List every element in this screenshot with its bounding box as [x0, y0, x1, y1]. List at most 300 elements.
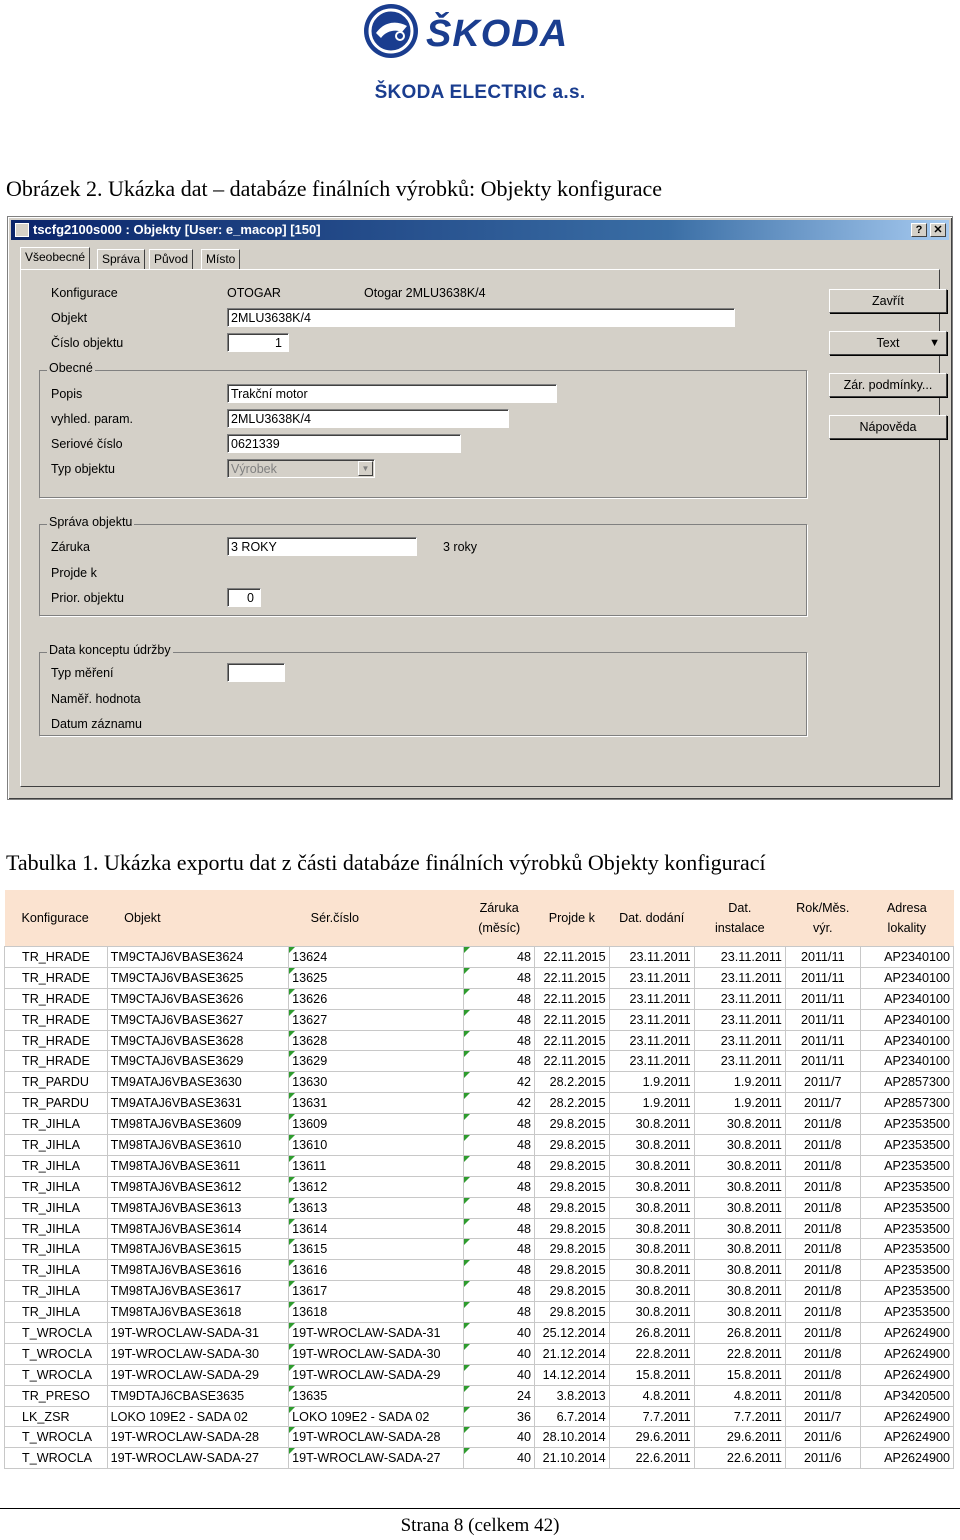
window-title: tscfg2100s000 : Objekty [User: e_macop] [150] — [33, 222, 321, 237]
label-vyhled-param: vyhled. param. — [51, 412, 133, 426]
tab-panel — [20, 269, 940, 787]
table-cell: 13611 — [289, 1155, 464, 1176]
table-cell: T_WROCLA — [5, 1364, 108, 1385]
table-cell: TM9CTAJ6VBASE3629 — [107, 1051, 289, 1072]
table-cell: 23.11.2011 — [694, 947, 785, 968]
export-table — [4, 890, 954, 1469]
table-cell: 13635 — [289, 1385, 464, 1406]
seriove-cislo-field[interactable]: 0621339 — [227, 434, 461, 453]
table-cell: TM98TAJ6VBASE3615 — [107, 1239, 289, 1260]
table-cell: AP2353500 — [860, 1260, 953, 1281]
table-cell: 36 — [464, 1406, 535, 1427]
group-sprava-objektu — [39, 524, 807, 616]
table-cell: 23.11.2011 — [694, 1009, 785, 1030]
table-cell: TR_HRADE — [5, 947, 108, 968]
table-cell: 30.8.2011 — [609, 1302, 694, 1323]
table-cell: 26.8.2011 — [694, 1323, 785, 1344]
table-cell: 2011/8 — [785, 1218, 860, 1239]
table-cell: 1.9.2011 — [609, 1093, 694, 1114]
table-cell: 40 — [464, 1364, 535, 1385]
zaruka-field[interactable]: 3 ROKY — [227, 537, 417, 556]
close-button[interactable]: ✕ — [930, 223, 946, 237]
table-cell: 13615 — [289, 1239, 464, 1260]
table-cell: 30.8.2011 — [694, 1218, 785, 1239]
table-cell: TM98TAJ6VBASE3613 — [107, 1197, 289, 1218]
table-cell: 30.8.2011 — [694, 1239, 785, 1260]
label-konfigurace: Konfigurace — [51, 286, 118, 300]
table-cell: 30.8.2011 — [609, 1260, 694, 1281]
col-header-text: Projde k — [548, 911, 595, 925]
table-cell: 13609 — [289, 1114, 464, 1135]
table-cell: AP2340100 — [860, 947, 953, 968]
table-cell: AP2624900 — [860, 1427, 953, 1448]
table-cell: 13614 — [289, 1218, 464, 1239]
table-cell: 13624 — [289, 947, 464, 968]
table-cell: TR_HRADE — [5, 1030, 108, 1051]
table-cell: 19T-WROCLAW-SADA-30 — [107, 1343, 289, 1364]
company-name: ŠKODA ELECTRIC a.s. — [374, 82, 586, 103]
table-cell: 2011/8 — [785, 1239, 860, 1260]
table-cell: TR_HRADE — [5, 1009, 108, 1030]
col-header-text: instalace — [714, 921, 765, 935]
table-cell: TM98TAJ6VBASE3612 — [107, 1176, 289, 1197]
table-row — [5, 1385, 954, 1406]
table-cell: 24 — [464, 1385, 535, 1406]
table-cell: 19T-WROCLAW-SADA-27 — [107, 1448, 289, 1469]
table-cell: 29.6.2011 — [694, 1427, 785, 1448]
table-cell: TM98TAJ6VBASE3617 — [107, 1281, 289, 1302]
table-cell: 30.8.2011 — [609, 1218, 694, 1239]
table-cell: TM9CTAJ6VBASE3628 — [107, 1030, 289, 1051]
group-sprava-title: Správa objektu — [49, 515, 133, 529]
label-cislo-objektu: Číslo objektu — [51, 336, 124, 350]
table-cell: TM9ATAJ6VBASE3631 — [107, 1093, 289, 1114]
table-row — [5, 1135, 954, 1156]
col-header-text: lokality — [887, 921, 927, 935]
table-cell: AP2340100 — [860, 967, 953, 988]
typ-objektu-select[interactable] — [227, 459, 375, 478]
prior-objektu-field[interactable]: 0 — [227, 588, 261, 607]
table-cell: 22.6.2011 — [609, 1448, 694, 1469]
col-header-text: výr. — [812, 921, 833, 935]
tab-puvod[interactable]: Původ — [149, 249, 193, 269]
table-cell: AP2624900 — [860, 1448, 953, 1469]
label-prior-objektu: Prior. objektu — [51, 591, 124, 605]
table-cell: TR_JIHLA — [5, 1176, 108, 1197]
napoveda-label: Nápověda — [859, 420, 917, 434]
table-cell: 25.12.2014 — [534, 1323, 609, 1344]
table-cell: 13610 — [289, 1135, 464, 1156]
table-cell: 29.8.2015 — [534, 1197, 609, 1218]
table-cell: 22.11.2015 — [534, 967, 609, 988]
table-cell: 30.8.2011 — [609, 1114, 694, 1135]
table-cell: 2011/8 — [785, 1343, 860, 1364]
table-cell: 28.10.2014 — [534, 1427, 609, 1448]
table-row — [5, 1051, 954, 1072]
table-cell: 48 — [464, 1197, 535, 1218]
table-cell: 7.7.2011 — [694, 1406, 785, 1427]
table-cell: AP2857300 — [860, 1093, 953, 1114]
figure-caption: Obrázek 2. Ukázka dat – databáze finálních výrobků: Objekty konfigurace — [6, 176, 663, 201]
table-cell: 19T-WROCLAW-SADA-29 — [107, 1364, 289, 1385]
table-row — [5, 1260, 954, 1281]
table-cell: 30.8.2011 — [609, 1135, 694, 1156]
table-cell: LK_ZSR — [5, 1406, 108, 1427]
table-cell: 13628 — [289, 1030, 464, 1051]
col-header-text: Dat. — [728, 901, 752, 915]
table-cell: 2011/8 — [785, 1323, 860, 1344]
table-cell: 40 — [464, 1323, 535, 1344]
table-cell: 48 — [464, 947, 535, 968]
table-cell: AP2353500 — [860, 1135, 953, 1156]
typ-objektu-value: Výrobek — [231, 462, 277, 476]
table-cell: 29.8.2015 — [534, 1218, 609, 1239]
table-cell: 48 — [464, 1030, 535, 1051]
table-cell: LOKO 109E2 - SADA 02 — [289, 1406, 464, 1427]
table-cell: 2011/8 — [785, 1114, 860, 1135]
table-cell: 48 — [464, 1114, 535, 1135]
table-cell: 2011/7 — [785, 1406, 860, 1427]
table-cell: TR_JIHLA — [5, 1155, 108, 1176]
table-cell: 23.11.2011 — [609, 1009, 694, 1030]
table-cell: 19T-WROCLAW-SADA-30 — [289, 1343, 464, 1364]
table-cell: TR_JIHLA — [5, 1114, 108, 1135]
table-cell: 19T-WROCLAW-SADA-28 — [107, 1427, 289, 1448]
col-header — [694, 890, 785, 947]
table-cell: AP2340100 — [860, 988, 953, 1009]
zavrit-label: Zavřít — [872, 294, 904, 308]
table-cell: AP2624900 — [860, 1343, 953, 1364]
table-row — [5, 1072, 954, 1093]
table-cell: 13625 — [289, 967, 464, 988]
table-cell: 22.11.2015 — [534, 1051, 609, 1072]
table-cell: 48 — [464, 1009, 535, 1030]
label-projde-k: Projde k — [51, 566, 97, 580]
tab-vseobecne[interactable]: Všeobecné — [20, 247, 90, 270]
table-cell: AP2353500 — [860, 1114, 953, 1135]
table-cell: 29.8.2015 — [534, 1176, 609, 1197]
table-cell: 22.11.2015 — [534, 1030, 609, 1051]
table-cell: 30.8.2011 — [609, 1281, 694, 1302]
table-cell: 2011/11 — [785, 967, 860, 988]
table-cell: 23.11.2011 — [609, 1030, 694, 1051]
table-cell: TR_JIHLA — [5, 1302, 108, 1323]
table-cell: 23.11.2011 — [694, 1030, 785, 1051]
table-row — [5, 1406, 954, 1427]
value-konfigurace-desc: Otogar 2MLU3638K/4 — [364, 286, 486, 300]
table-cell: 22.11.2015 — [534, 988, 609, 1009]
table-cell: 30.8.2011 — [694, 1135, 785, 1156]
table-cell: 42 — [464, 1093, 535, 1114]
table-cell: 14.12.2014 — [534, 1364, 609, 1385]
table-cell: 48 — [464, 1135, 535, 1156]
table-cell: 48 — [464, 1239, 535, 1260]
table-cell: 19T-WROCLAW-SADA-31 — [289, 1323, 464, 1344]
col-header — [860, 890, 953, 947]
table-cell: 21.12.2014 — [534, 1343, 609, 1364]
table-row — [5, 1427, 954, 1448]
col-header-text: Rok/Měs. — [796, 901, 850, 915]
table-cell: 30.8.2011 — [609, 1239, 694, 1260]
zavrit-button[interactable] — [829, 289, 947, 313]
table-cell: 2011/8 — [785, 1260, 860, 1281]
table-cell: 23.11.2011 — [694, 988, 785, 1009]
table-cell: 23.11.2011 — [694, 1051, 785, 1072]
table-cell: TM98TAJ6VBASE3611 — [107, 1155, 289, 1176]
table-cell: T_WROCLA — [5, 1343, 108, 1364]
objekt-field[interactable]: 2MLU3638K/4 — [227, 308, 735, 327]
table-cell: 28.2.2015 — [534, 1093, 609, 1114]
table-cell: 42 — [464, 1072, 535, 1093]
col-header — [534, 890, 609, 947]
table-cell: TM9CTAJ6VBASE3625 — [107, 967, 289, 988]
table-cell: TR_HRADE — [5, 1051, 108, 1072]
table-cell: 2011/11 — [785, 1030, 860, 1051]
table-cell: 13627 — [289, 1009, 464, 1030]
col-header — [785, 890, 860, 947]
logo-wordmark: ŠKODA — [426, 13, 569, 55]
table-cell: TM9ATAJ6VBASE3630 — [107, 1072, 289, 1093]
col-header-text: Záruka — [479, 901, 519, 915]
table-row — [5, 1218, 954, 1239]
table-row — [5, 1302, 954, 1323]
table-cell: AP2353500 — [860, 1155, 953, 1176]
label-objekt: Objekt — [51, 311, 88, 325]
col-header-text: Adresa — [886, 901, 927, 915]
table-cell: AP2624900 — [860, 1406, 953, 1427]
table-row — [5, 1343, 954, 1364]
footer-rule — [0, 1508, 960, 1509]
table-cell: 22.11.2015 — [534, 947, 609, 968]
table-cell: 1.9.2011 — [694, 1093, 785, 1114]
table-cell: 40 — [464, 1427, 535, 1448]
table-cell: 30.8.2011 — [694, 1155, 785, 1176]
table-cell: T_WROCLA — [5, 1323, 108, 1344]
table-cell: TR_JIHLA — [5, 1135, 108, 1156]
table-cell: TM9CTAJ6VBASE3627 — [107, 1009, 289, 1030]
table-cell: 13626 — [289, 988, 464, 1009]
table-cell: 2011/8 — [785, 1364, 860, 1385]
table-caption: Tabulka 1. Ukázka exportu dat z části databáze finálních výrobků Objekty konfigurací — [6, 850, 766, 875]
table-cell: 30.8.2011 — [609, 1176, 694, 1197]
table-cell: AP2340100 — [860, 1009, 953, 1030]
table-cell: 48 — [464, 1176, 535, 1197]
table-row — [5, 1176, 954, 1197]
table-cell: 29.8.2015 — [534, 1135, 609, 1156]
table-cell: 48 — [464, 967, 535, 988]
table-cell: 13617 — [289, 1281, 464, 1302]
table-cell: 1.9.2011 — [609, 1072, 694, 1093]
table-row — [5, 1364, 954, 1385]
table-cell: 21.10.2014 — [534, 1448, 609, 1469]
table-cell: AP2624900 — [860, 1364, 953, 1385]
tab-misto[interactable]: Místo — [201, 249, 240, 269]
table-cell: 23.11.2011 — [609, 988, 694, 1009]
table-cell: 13630 — [289, 1072, 464, 1093]
dropdown-arrow-icon: ▼ — [929, 337, 940, 349]
table-cell: 29.8.2015 — [534, 1114, 609, 1135]
vyhled-param-field[interactable]: 2MLU3638K/4 — [227, 409, 509, 428]
table-cell: 30.8.2011 — [694, 1260, 785, 1281]
table-cell: 2011/7 — [785, 1072, 860, 1093]
table-row — [5, 1030, 954, 1051]
table-row — [5, 947, 954, 968]
label-datum-zaznamu: Datum záznamu — [51, 717, 143, 731]
table-cell: AP2340100 — [860, 1051, 953, 1072]
table-cell: 29.8.2015 — [534, 1239, 609, 1260]
table-cell: TR_HRADE — [5, 967, 108, 988]
table-row — [5, 967, 954, 988]
table-cell: 19T-WROCLAW-SADA-27 — [289, 1448, 464, 1469]
table-cell: TM9CTAJ6VBASE3626 — [107, 988, 289, 1009]
skoda-logo — [362, 2, 569, 60]
label-zaruka: Záruka — [51, 540, 90, 554]
table-cell: LOKO 109E2 - SADA 02 — [107, 1406, 289, 1427]
tab-sprava[interactable]: Správa — [97, 249, 145, 269]
window-icon — [15, 223, 29, 237]
napoveda-button[interactable] — [829, 415, 947, 439]
table-cell: 30.8.2011 — [694, 1114, 785, 1135]
table-cell: 22.8.2011 — [694, 1343, 785, 1364]
table-cell: 48 — [464, 1218, 535, 1239]
value-konfigurace: OTOGAR — [227, 286, 281, 300]
table-cell: 40 — [464, 1448, 535, 1469]
table-body — [5, 947, 954, 1469]
table-cell: AP2353500 — [860, 1302, 953, 1323]
table-cell: TM98TAJ6VBASE3609 — [107, 1114, 289, 1135]
popis-field[interactable]: Trakční motor — [227, 384, 557, 403]
table-cell: 23.11.2011 — [609, 1051, 694, 1072]
table-cell: AP2340100 — [860, 1030, 953, 1051]
zar-podminky-label: Zár. podmínky... — [843, 378, 933, 392]
table-cell: AP2353500 — [860, 1281, 953, 1302]
typ-mereni-field[interactable] — [227, 663, 285, 682]
table-cell: 13631 — [289, 1093, 464, 1114]
table-cell: TR_PRESO — [5, 1385, 108, 1406]
table-cell: 13618 — [289, 1302, 464, 1323]
table-cell: 13612 — [289, 1176, 464, 1197]
table-cell: TM98TAJ6VBASE3616 — [107, 1260, 289, 1281]
table-cell: 4.8.2011 — [694, 1385, 785, 1406]
window-titlebar — [11, 220, 949, 240]
text-label: Text — [876, 336, 900, 350]
table-row — [5, 1093, 954, 1114]
help-button[interactable]: ? — [911, 223, 927, 237]
table-cell: AP2353500 — [860, 1218, 953, 1239]
table-cell: AP2353500 — [860, 1239, 953, 1260]
label-popis: Popis — [51, 387, 83, 401]
table-cell: 13613 — [289, 1197, 464, 1218]
table-cell: 30.8.2011 — [694, 1197, 785, 1218]
table-cell: TM9DTAJ6CBASE3635 — [107, 1385, 289, 1406]
page-footer: Strana 8 (celkem 42) — [400, 1515, 560, 1536]
table-cell: 48 — [464, 988, 535, 1009]
table-row — [5, 1197, 954, 1218]
table-row — [5, 1155, 954, 1176]
table-cell: 2011/8 — [785, 1197, 860, 1218]
text-button[interactable] — [829, 331, 947, 355]
table-cell: 6.7.2014 — [534, 1406, 609, 1427]
table-cell: 48 — [464, 1260, 535, 1281]
chevron-down-icon[interactable]: ▼ — [358, 461, 373, 476]
col-header — [289, 890, 464, 947]
table-cell: TM9CTAJ6VBASE3624 — [107, 947, 289, 968]
table-cell: TM98TAJ6VBASE3614 — [107, 1218, 289, 1239]
zar-podminky-button[interactable] — [829, 373, 947, 397]
cislo-objektu-field[interactable]: 1 — [227, 333, 289, 352]
table-row — [5, 1323, 954, 1344]
table-cell: 1.9.2011 — [694, 1072, 785, 1093]
col-header-text: Dat. dodání — [619, 911, 685, 925]
table-cell: 3.8.2013 — [534, 1385, 609, 1406]
table-cell: 2011/8 — [785, 1302, 860, 1323]
table-cell: 2011/6 — [785, 1448, 860, 1469]
table-cell: 30.8.2011 — [694, 1176, 785, 1197]
col-header — [609, 890, 694, 947]
table-cell: TR_JIHLA — [5, 1281, 108, 1302]
label-typ-objektu: Typ objektu — [51, 462, 115, 476]
table-cell: 19T-WROCLAW-SADA-29 — [289, 1364, 464, 1385]
table-cell: T_WROCLA — [5, 1448, 108, 1469]
table-cell: 29.8.2015 — [534, 1155, 609, 1176]
table-row — [5, 1239, 954, 1260]
col-header-text: Konfigurace — [21, 911, 89, 925]
table-cell: 29.6.2011 — [609, 1427, 694, 1448]
table-cell: 26.8.2011 — [609, 1323, 694, 1344]
table-cell: TR_HRADE — [5, 988, 108, 1009]
app-window — [7, 216, 953, 800]
table-cell: 30.8.2011 — [609, 1197, 694, 1218]
table-row — [5, 1114, 954, 1135]
table-cell: 29.8.2015 — [534, 1281, 609, 1302]
table-cell: AP2624900 — [860, 1323, 953, 1344]
table-cell: 2011/11 — [785, 988, 860, 1009]
col-header — [5, 890, 108, 947]
col-header — [107, 890, 289, 947]
table-cell: T_WROCLA — [5, 1427, 108, 1448]
table-cell: 2011/11 — [785, 1051, 860, 1072]
col-header — [464, 890, 535, 947]
table-row — [5, 1448, 954, 1469]
table-cell: 15.8.2011 — [694, 1364, 785, 1385]
group-obecne-title: Obecné — [49, 361, 93, 375]
table-cell: TR_JIHLA — [5, 1197, 108, 1218]
table-cell: 15.8.2011 — [609, 1364, 694, 1385]
table-cell: 28.2.2015 — [534, 1072, 609, 1093]
table-cell: AP2353500 — [860, 1197, 953, 1218]
table-cell: 2011/7 — [785, 1093, 860, 1114]
label-seriove-cislo: Seriové číslo — [51, 437, 123, 451]
table-row — [5, 1009, 954, 1030]
table-cell: 23.11.2011 — [609, 947, 694, 968]
table-cell: TR_JIHLA — [5, 1218, 108, 1239]
table-cell: 7.7.2011 — [609, 1406, 694, 1427]
table-cell: 40 — [464, 1343, 535, 1364]
table-row — [5, 1281, 954, 1302]
table-cell: 19T-WROCLAW-SADA-28 — [289, 1427, 464, 1448]
table-cell: 30.8.2011 — [609, 1155, 694, 1176]
table-cell: 30.8.2011 — [694, 1302, 785, 1323]
table-cell: 23.11.2011 — [694, 967, 785, 988]
table-cell: 2011/8 — [785, 1281, 860, 1302]
table-cell: 23.11.2011 — [609, 967, 694, 988]
table-cell: 48 — [464, 1281, 535, 1302]
table-cell: TR_PARDU — [5, 1093, 108, 1114]
table-cell: 13616 — [289, 1260, 464, 1281]
table-cell: 29.8.2015 — [534, 1260, 609, 1281]
table-cell: TR_JIHLA — [5, 1239, 108, 1260]
table-cell: TM98TAJ6VBASE3610 — [107, 1135, 289, 1156]
